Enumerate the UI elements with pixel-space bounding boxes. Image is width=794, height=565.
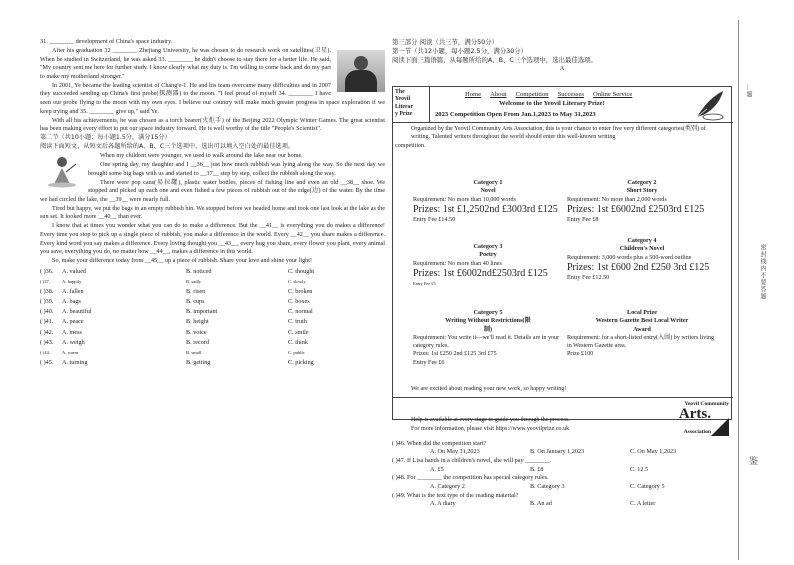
category-novel: Category 1 Novel Requirement: No more than 10,000 words Prizes: 1st £1,2502nd £3003rd £125 Entry Fee £14.50 (413, 179, 558, 223)
left-column (40, 38, 385, 369)
option-row: ( )43. A. weigh B. record C. think (40, 338, 308, 346)
question-47: ( )47. If Lisa hands in a children's novel, she will pay ________. (392, 457, 552, 465)
answers-48: A. Category 2 B. Category 3 C. Category 5 (430, 482, 665, 490)
section-2-title: 第二节（共10小题；每小题1.5分，满分15分） (40, 134, 171, 142)
competition-dates: 2023 Competition Open From Jan.1,2023 to May 31,2023 (435, 111, 596, 118)
passage-letter: A (559, 65, 565, 72)
nav-competition: Competition (515, 91, 549, 98)
option-row: ( )45. A. turning B. getting C. picking (40, 359, 314, 367)
option-row: ( )42. A. mess B. voice C. smile (40, 328, 309, 336)
paragraph-change: In 2001, Ye became the leading scientist of Chang'e-1. He and his team overcame many difficulties and in 2007 they succeeded sending up China's first probe(探测器) to the moon. "I feel proud of myself 34. ________ I have seen our probe flying to the moon with my own eyes. I believe our country will make much greater progress in space exploration if we keep trying and 35. ________ give up," said Ye. (40, 81, 385, 115)
part-3-title: 第三部分 阅读（共三节，满分50分） (392, 38, 499, 46)
option-row: ( )38. A. fallen B. risen C. broken (40, 287, 313, 295)
arts-logo-association: Association (683, 429, 711, 435)
category-short-story: Category 2 Short Story Requirement: No more than 2,000 words Prizes: 1st £6002nd £2503rd £125 Entry Fee £8 (567, 179, 705, 223)
section-2-instructions: 阅读下面短文，从短文后各题所给的A、B、C三个选项中，选出可以填入空白处的最佳选项。 (40, 143, 295, 151)
paragraph-rubbish: There were pop cans(易拉罐), plastic water bottles, pieces of fishing line and even an old __38__ shoe. We stopped and picked up each one and even fished a few pieces of rubbish out of the edge(边) of the water. By the time we had circled the lake, the __39__ were nearly full. (40, 178, 385, 203)
section-1-title: 第一节（共12小题，每小题2.5分，满分30分） (392, 47, 528, 55)
option-row: ( )39. A. bags B. cups C. boxes (40, 298, 310, 306)
prize-logo-text: The Yeovil Literar y Prize (395, 89, 425, 119)
option-row: ( )37. A. happily B. sadly C. slowly (40, 278, 306, 284)
nav-successes: Successes (557, 91, 584, 98)
answers-46: A. On May 31,2023 B. On January 1,2023 C. On May 1,2023 (430, 448, 677, 456)
paragraph-closing: So, make your difference today from __45__ up a piece of rubbish. Share your love and shine your light! (52, 257, 313, 265)
question-31-line: 31. ________ development of China's space industry. (40, 38, 173, 45)
option-row: ( )36. A. valued B. noticed C. thought (40, 267, 315, 275)
option-row: ( )44. A. warm B. small C. public (40, 350, 305, 356)
seal-line-notice: 密封线内不要答题 (759, 244, 766, 300)
paragraph-tired: Tired but happy, we put the bags in an empty rubbish bin. We stopped before we headed home and took one last look at the lake as the sun set. It looked more __40__ than ever. (40, 204, 385, 221)
question-49: ( )49. What is the text type of the reading material? (392, 491, 519, 499)
answers-49: A. A diary B. An ad C. A letter (430, 499, 656, 507)
question-46: ( )46. When did the competition start? (392, 440, 487, 447)
section-1-instructions: 阅读下面三篇语篇，从每题所给的A、B、C三个选项中，选出最佳选项。 (392, 56, 597, 64)
help-text: Help is available at every stage to guide you through the process. For more information, please visit https://www.yeovilprize.co.uk (411, 417, 570, 432)
option-row: ( )40. A. beautiful B. important C. normal (40, 308, 313, 316)
binding-line (738, 20, 739, 560)
arts-logo-mark (711, 418, 729, 436)
category-local-prize: Local Prize Western Gazette Best Local Writer Award Requirement: for a short-listed entry(入围) by writers living in Western Gazette area. Prize £100 (567, 309, 715, 358)
cloze-options (40, 267, 385, 369)
nav-home: Home (465, 91, 482, 98)
category-poetry: Category 3 Poetry Requirement: No more than 40 lines Prizes: 1st £6002nd£2503rd £125 Entry Fee £5 (413, 243, 548, 286)
paragraph-graduation: After his graduation 32 ________ Zhejiang University, he was chosen to do research work on satellites(卫星). When he studied in Switzerland, he was asked 33. ________ he didn't choose to stay there for a better life. He said, "My country sent me here for further study. I know clearly what my duty is. I'm willing to come back and do my part to make my motherland stronger." (40, 46, 331, 80)
answers-47: A. £5 B. £8 C. 12.5 (430, 465, 649, 473)
category-childrens-novel: Category 4 Children's Novel Requirement: 3,000 words plus a 500-word outline Prizes: 1st £600 2nd £250 3rd £125 Entry Fee £12.50 (567, 237, 710, 281)
margin-top-mark: …题 (745, 84, 752, 98)
paragraph-achievements: With all his achievements, he was chosen as a torch bearer(火炬手) of the Beijing 2022 Olympic Winter Games. The great scientist has been making every effort to put our space industry forward. He is well worthy of the title "People's Scientist". (40, 116, 385, 133)
scientist-photo (337, 50, 385, 92)
flyer-welcome: Welcome to the Yeovil Literary Prize! (499, 100, 605, 107)
right-column (392, 38, 732, 507)
nav-online-service: Online Service (592, 91, 633, 98)
girl-illustration (44, 154, 80, 188)
margin-bottom-mark: 鉴 (747, 456, 757, 466)
paragraph-lake: When my children were younger, we used to walk around the lake near our home. (100, 152, 303, 160)
reading-questions (392, 440, 732, 509)
category-without-restrictions: Category 5 Writing Without Restrictions(限制) Requirement: You write it—we'll read it. Details are in your category rules. Prizes: 1st £250 2nd £125 3rd £75 Entry Fee £6 (413, 309, 560, 366)
flyer-nav (465, 91, 632, 100)
flyer-header (393, 87, 733, 123)
paragraph-difference: I know that at times you wonder what you can do to make a difference. But the __41__ is everything you do makes a difference! Every time you stop to pick up a single piece of rubbish, you make a difference in the world. Every __42__ you share makes a difference. Every kind word you say makes a difference. Every loving thought you __43__, every hug you share, every flower you plant, every animal you save, everything you do, no matter how __44__, makes a difference in this world. (40, 222, 385, 256)
paragraph-spring: One spring day, my daughter and I __36__ just how much rubbish was lying along the way. So the next day we brought some big bags with us and started to __37__ step by step, collect the rubbish along the way. (88, 161, 385, 177)
arts-logo-word: Arts. (678, 406, 711, 422)
nav-about: About (490, 91, 507, 98)
prize-flyer (392, 86, 732, 435)
closing-line: We are excited about reading your new work, so happy writing! (411, 386, 567, 392)
quill-icon (693, 89, 727, 121)
flyer-intro: Organized by the Yeovil Community Arts Association, this is your chance to enter five very different categories(类别) of writing. Talented writers throughout the world should enter this well-known writing competition. (395, 126, 706, 149)
option-row: ( )41. A. peace B. height C. truth (40, 318, 307, 326)
arts-logo-community: Yeovil Community (684, 401, 729, 407)
question-48: ( )48. For ________ the competition has special category rules. (392, 474, 549, 482)
